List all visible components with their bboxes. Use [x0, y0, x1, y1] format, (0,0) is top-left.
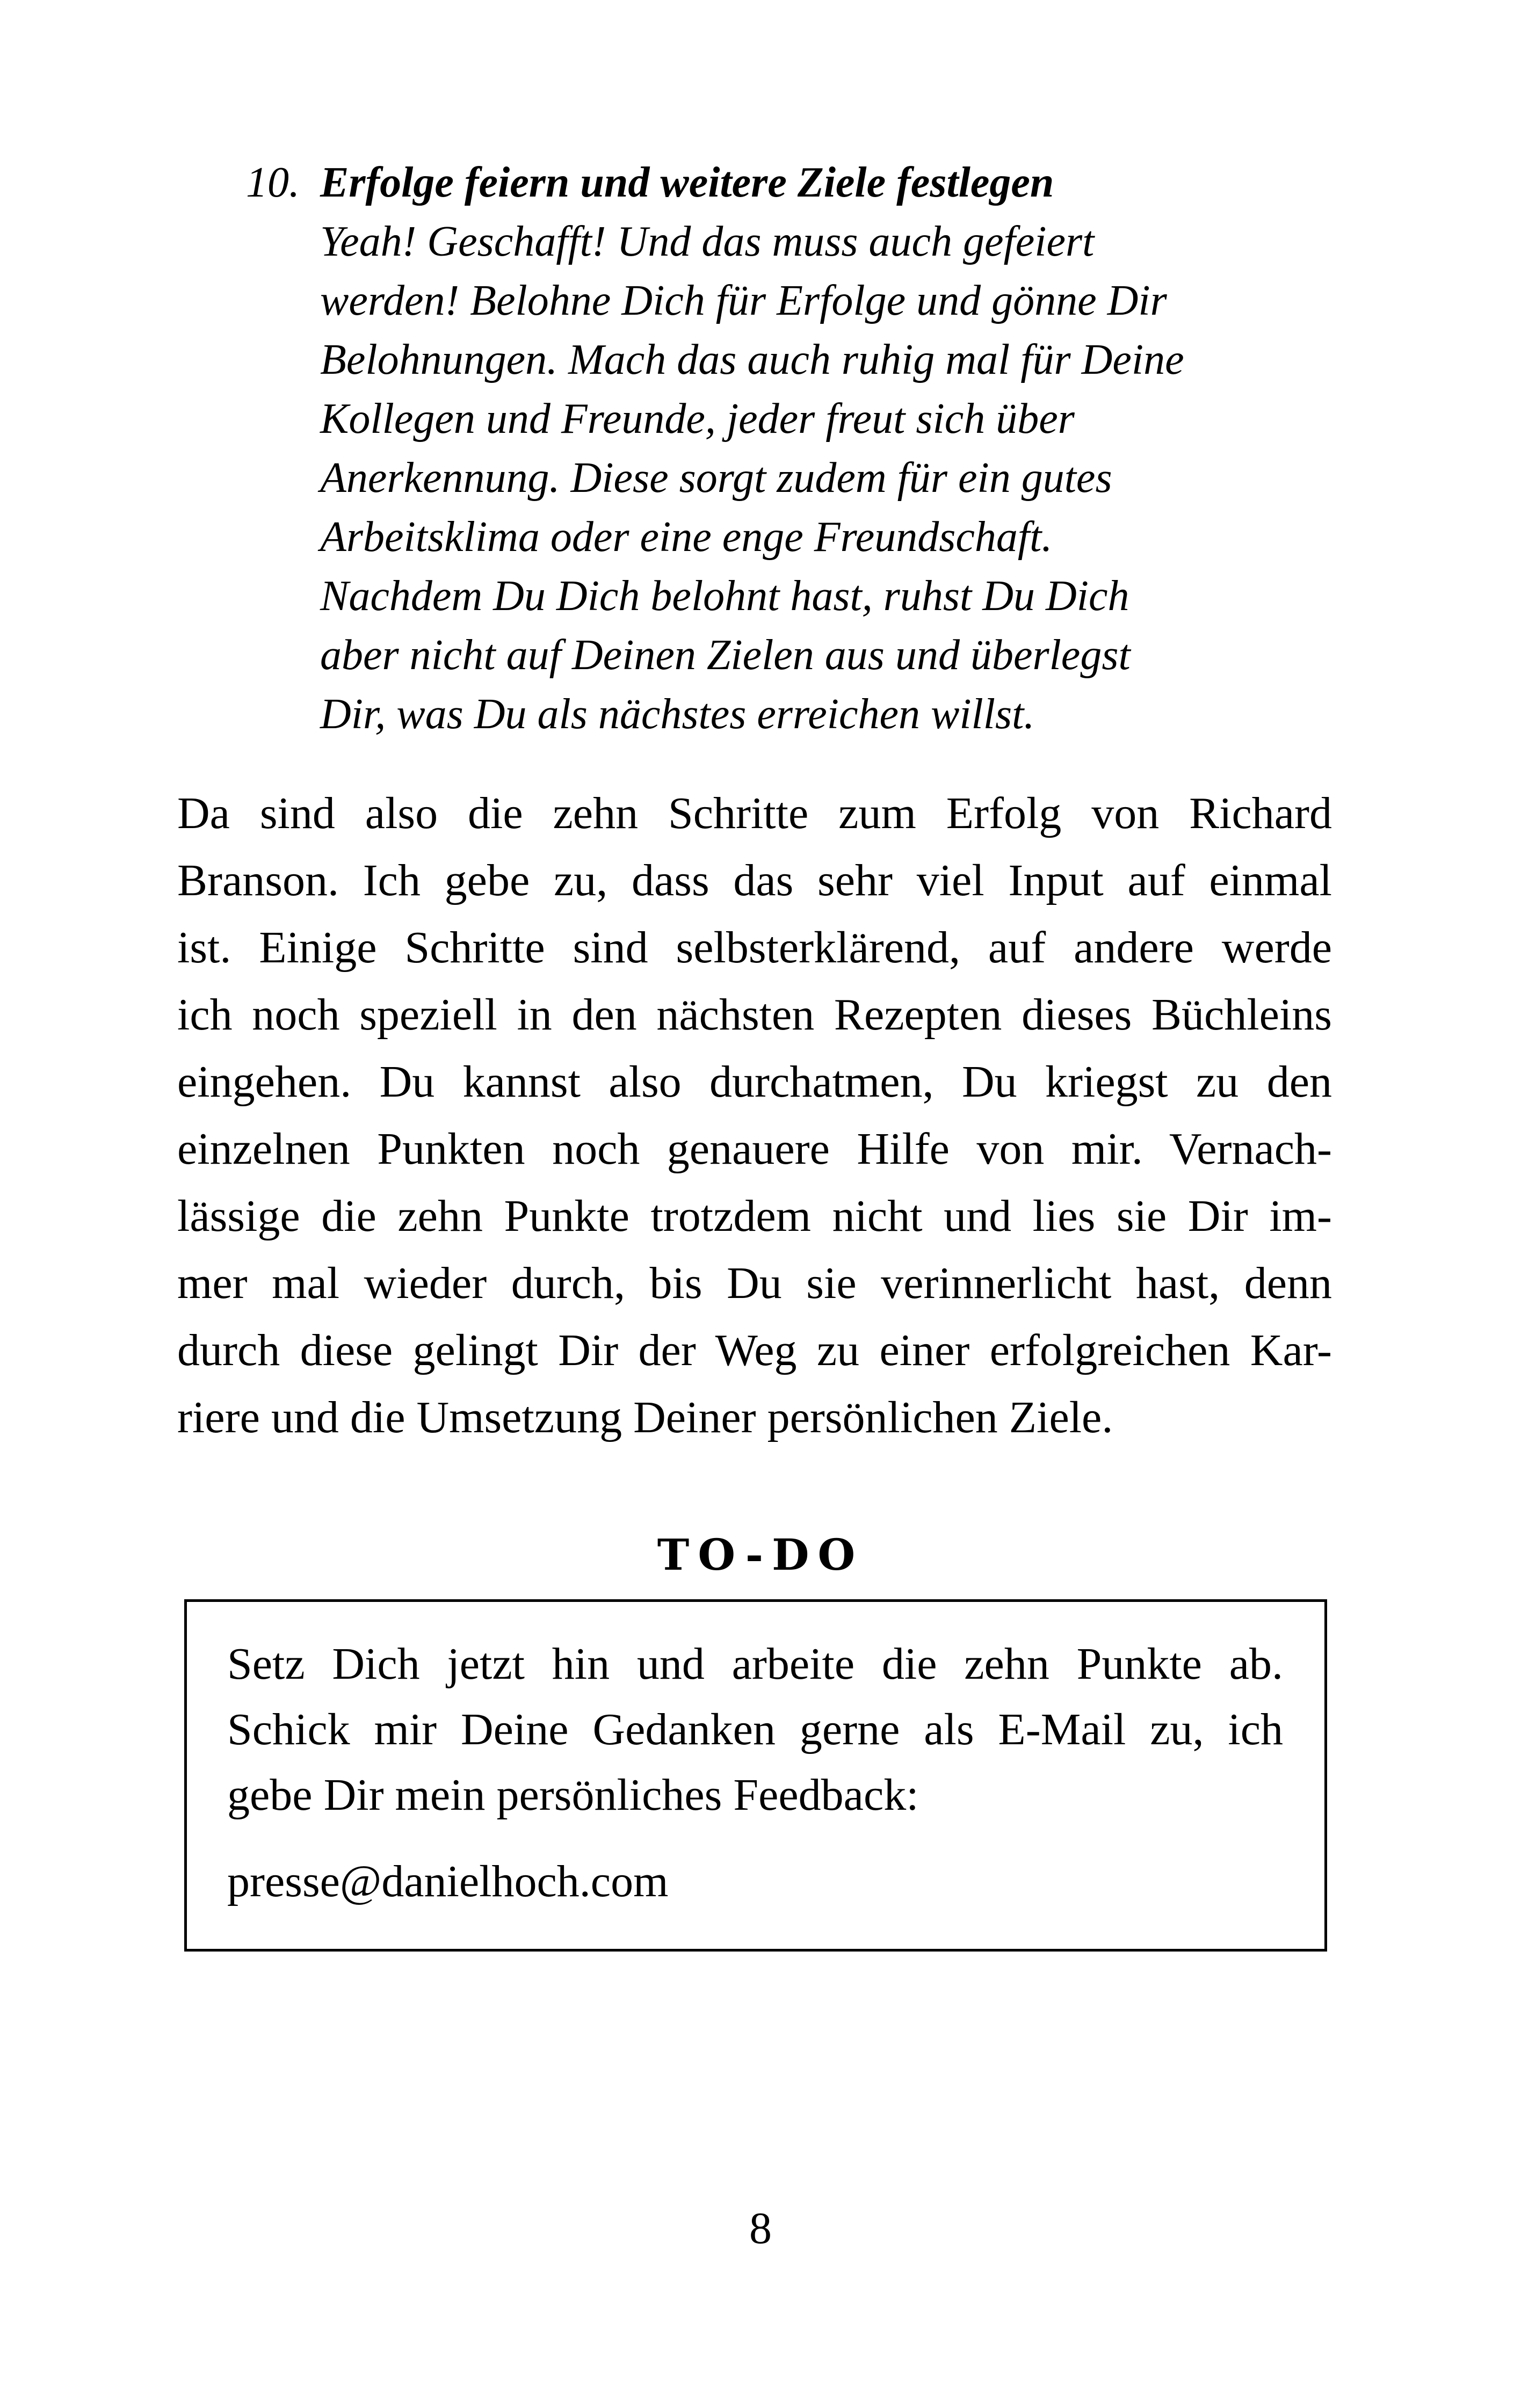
- todo-heading: TO-DO: [657, 1529, 864, 1580]
- item-line: Dir, was Du als nächstes erreichen willst.: [320, 691, 1035, 738]
- item-line: Arbeitsklima oder eine enge Freundschaft.: [320, 513, 1053, 561]
- paragraph-line: ist. Einige Schritte sind selbsterklärend, auf andere werde: [177, 923, 1332, 973]
- item-line: aber nicht auf Deinen Zielen aus und überlegst: [320, 632, 1131, 679]
- todo-text: [227, 1631, 1283, 1828]
- item-title: Erfolge feiern und weitere Ziele festlegen: [320, 159, 1054, 206]
- paragraph-line: mer mal wieder durch, bis Du sie verinnerlicht hast, denn: [177, 1258, 1332, 1308]
- numbered-item-10: [246, 153, 1352, 744]
- paragraph-line: durch diese gelingt Dir der Weg zu einer erfolgreichen Kar-: [177, 1325, 1332, 1375]
- paragraph-line: lässige die zehn Punkte trotzdem nicht und lies sie Dir im-: [177, 1191, 1332, 1241]
- todo-line: Schick mir Deine Gedanken gerne als E-Mail zu, ich: [227, 1705, 1283, 1754]
- item-line: werden! Belohne Dich für Erfolge und gönne Dir: [320, 277, 1167, 324]
- item-line: Anerkennung. Diese sorgt zudem für ein gutes: [320, 454, 1112, 502]
- paragraph-line: ich noch speziell in den nächsten Rezepten dieses Büchleins: [177, 990, 1332, 1040]
- paragraph-line: einzelnen Punkten noch genauere Hilfe von mir. Vernach-: [177, 1124, 1332, 1174]
- item-line: Nachdem Du Dich belohnt hast, ruhst Du Dich: [320, 572, 1129, 620]
- contact-email: presse@danielhoch.com: [227, 1856, 669, 1906]
- todo-box: [184, 1599, 1327, 1952]
- item-line: Belohnungen. Mach das auch ruhig mal für Deine: [320, 336, 1184, 383]
- item-line: Yeah! Geschafft! Und das muss auch gefeiert: [320, 218, 1095, 265]
- page-number: 8: [749, 2203, 772, 2253]
- paragraph-line: Branson. Ich gebe zu, dass das sehr viel Input auf einmal: [177, 855, 1332, 905]
- item-line: Kollegen und Freunde, jeder freut sich über: [320, 395, 1075, 443]
- paragraph-line: riere und die Umsetzung Deiner persönlichen Ziele.: [177, 1392, 1113, 1442]
- paragraph-line: Da sind also die zehn Schritte zum Erfolg von Richard: [177, 788, 1332, 838]
- paragraph-line: eingehen. Du kannst also durchatmen, Du kriegst zu den: [177, 1057, 1332, 1107]
- item-number: 10.: [246, 159, 300, 206]
- todo-line: Setz Dich jetzt hin und arbeite die zehn Punkte ab.: [227, 1639, 1283, 1689]
- item-body: [320, 153, 1352, 744]
- body-paragraph: [177, 780, 1332, 1451]
- todo-line: gebe Dir mein persönliches Feedback:: [227, 1770, 919, 1820]
